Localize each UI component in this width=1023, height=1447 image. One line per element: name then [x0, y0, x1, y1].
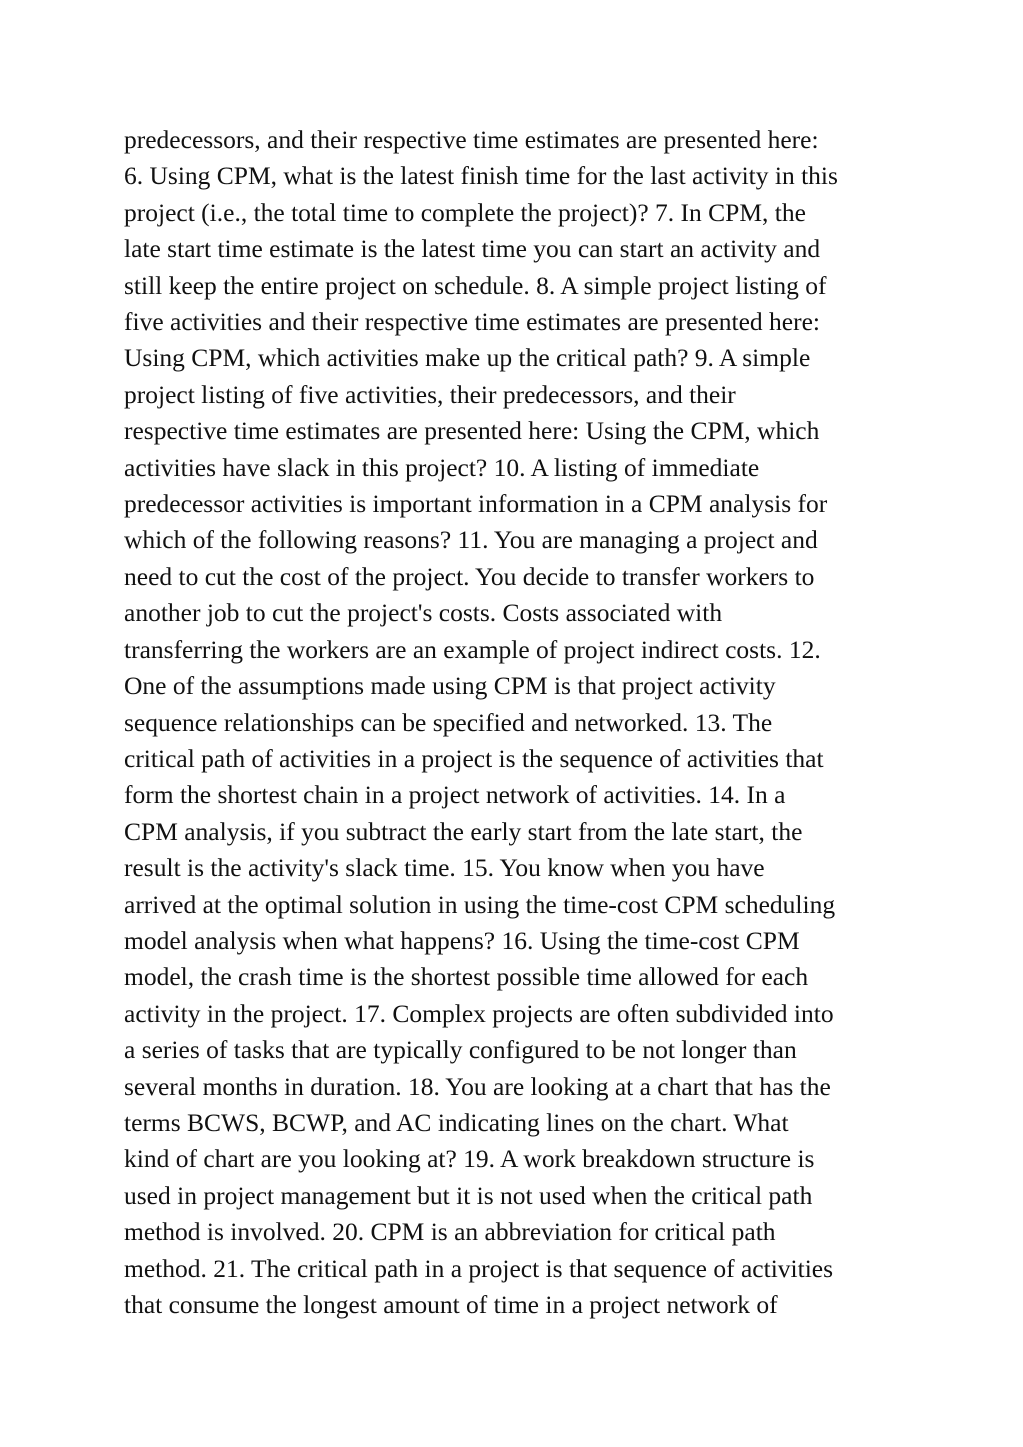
text-line: transferring the workers are an example of project indirect costs. 12. [124, 634, 821, 664]
text-line: activity in the project. 17. Complex projects are often subdivided into [124, 998, 834, 1028]
text-line: need to cut the cost of the project. You decide to transfer workers to [124, 561, 815, 591]
text-line: form the shortest chain in a project network of activities. 14. In a [124, 780, 786, 810]
text-line: predecessor activities is important information in a CPM analysis for [124, 489, 828, 519]
text-line: that consume the longest amount of time in a project network of [124, 1290, 778, 1319]
text-line: still keep the entire project on schedule. 8. A simple project listing of [124, 270, 827, 300]
text-line: used in project management but it is not used when the critical path [124, 1180, 813, 1210]
text-line: sequence relationships can be specified and networked. 13. The [124, 707, 773, 737]
text-line: late start time estimate is the latest time you can start an activity and [124, 234, 821, 264]
text-line: model analysis when what happens? 16. Using the time-cost CPM [124, 925, 800, 955]
text-line: a series of tasks that are typically configured to be not longer than [124, 1035, 797, 1065]
text-line: critical path of activities in a project is the sequence of activities that [124, 743, 824, 773]
text-line: predecessors, and their respective time estimates are presented here: [124, 125, 819, 154]
text-line: arrived at the optimal solution in using the time-cost CPM scheduling [124, 889, 836, 919]
text-line: respective time estimates are presented here: Using the CPM, which [124, 416, 820, 446]
text-line: project (i.e., the total time to complete the project)? 7. In CPM, the [124, 197, 806, 227]
text-line: another job to cut the project's costs. Costs associated with [124, 598, 723, 628]
text-line: which of the following reasons? 11. You are managing a project and [124, 525, 818, 555]
text-line: result is the activity's slack time. 15. You know when you have [124, 853, 765, 883]
text-line: activities have slack in this project? 10. A listing of immediate [124, 452, 760, 482]
text-line: several months in duration. 18. You are looking at a chart that has the [124, 1071, 831, 1101]
text-line: project listing of five activities, their predecessors, and their [124, 379, 736, 409]
text-line: CPM analysis, if you subtract the early start from the late start, the [124, 816, 803, 846]
text-line: Using CPM, which activities make up the critical path? 9. A simple [124, 343, 811, 373]
text-line: kind of chart are you looking at? 19. A work breakdown structure is [124, 1144, 815, 1174]
text-line: 6. Using CPM, what is the latest finish time for the last activity in this [124, 161, 838, 191]
text-line: five activities and their respective time estimates are presented here: [124, 307, 820, 337]
text-line: method is involved. 20. CPM is an abbreviation for critical path [124, 1217, 776, 1247]
text-line: model, the crash time is the shortest possible time allowed for each [124, 962, 809, 992]
body-text [124, 122, 904, 1323]
text-line: terms BCWS, BCWP, and AC indicating lines on the chart. What [124, 1107, 789, 1137]
text-line: method. 21. The critical path in a project is that sequence of activities [124, 1253, 834, 1283]
text-line: One of the assumptions made using CPM is that project activity [124, 671, 776, 701]
